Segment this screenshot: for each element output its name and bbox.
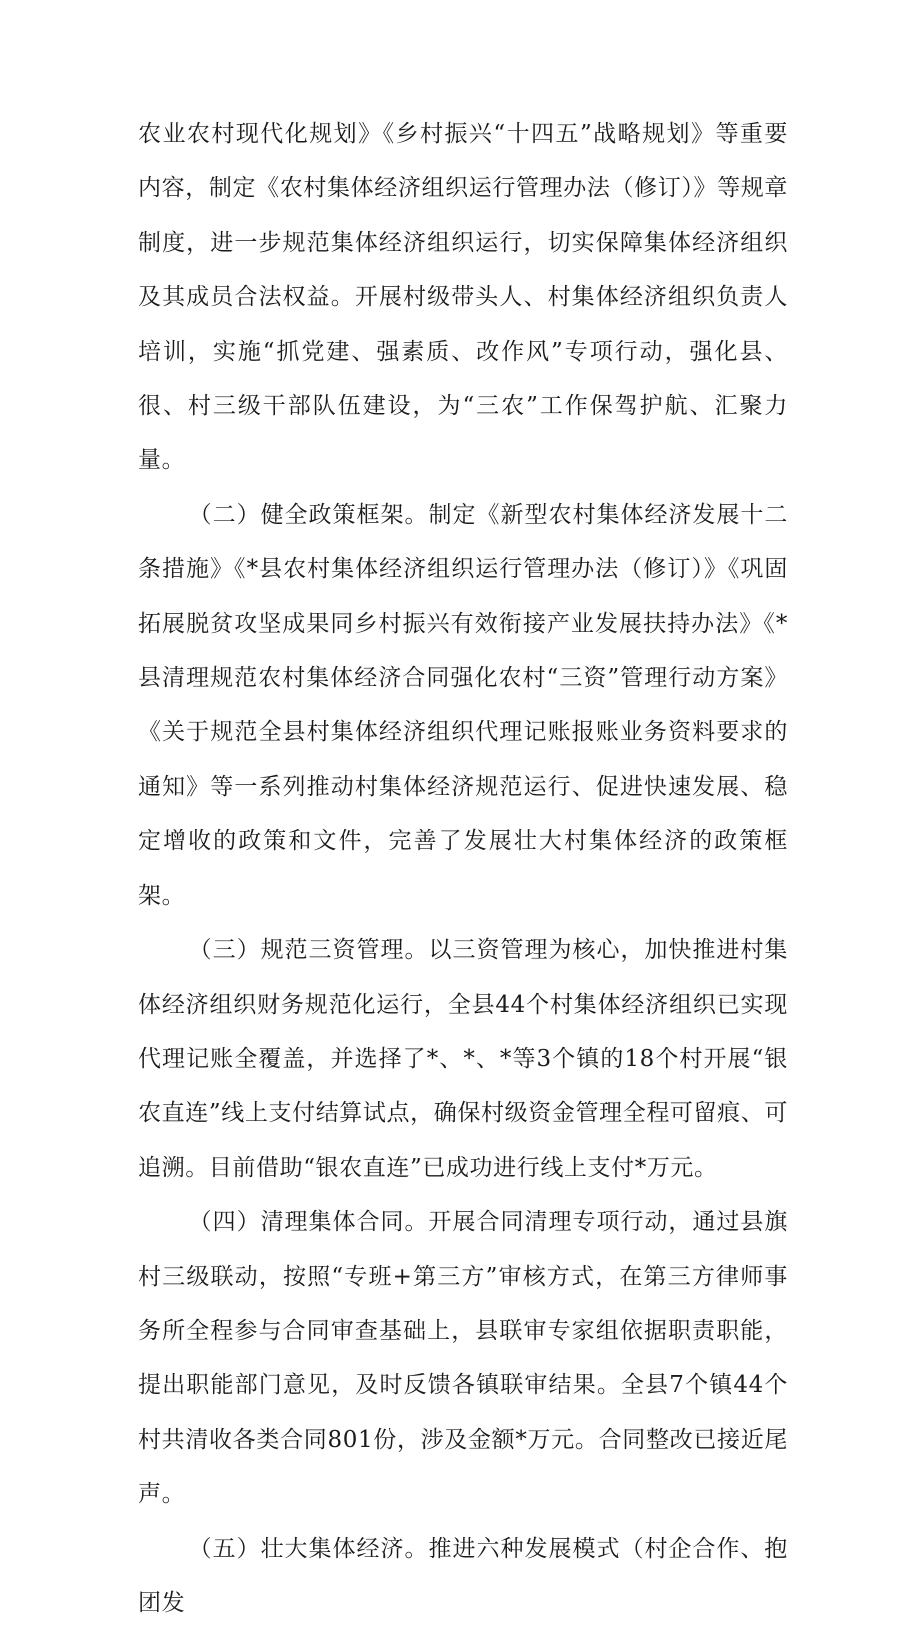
paragraph-collective-economy: （五）壮大集体经济。推进六种发展模式（村企合作、抱团发 [138,1535,788,1616]
document-body [138,107,788,1630]
paragraph-continuation: 农业农村现代化规划》《乡村振兴“十四五”战略规划》等重要内容，制定《农村集体经济组织运行管理办法（修订）》等规章制度，进一步规范集体经济组织运行，切实保障集体经济组织及其成员合法权益。开展村级带头人、村集体经济组织负责人培训，实施“抓党建、强素质、改作风”专项行动，强化县、很、村三级干部队伍建设，为“三农”工作保驾护航、汇聚力量。 [138,121,788,474]
paragraph-policy-framework: （二）健全政策框架。制定《新型农村集体经济发展十二条措施》《*县农村集体经济组织运行管理办法（修订）》《巩固拓展脱贫攻坚成果同乡村振兴有效衔接产业发展扶持办法》《*县清理规范农村集体经济合同强化农村“三资”管理行动方案》《关于规范全县村集体经济组织代理记账报账业务资料要求的通知》等一系列推动村集体经济规范运行、促进快速发展、稳定增收的政策和文件，完善了发展壮大村集体经济的政策框架。 [138,501,788,909]
paragraph-collective-contracts: （四）清理集体合同。开展合同清理专项行动，通过县旗村三级联动，按照“专班+第三方”审核方式，在第三方律师事务所全程参与合同审查基础上，县联审专家组依据职责职能，提出职能部门意见，及时反馈各镇联审结果。全县7个镇44个村共清收各类合同801份，涉及金额*万元。合同整改已接近尾声。 [138,1209,788,1508]
paragraph-three-assets-management: （三）规范三资管理。以三资管理为核心，加快推进村集体经济组织财务规范化运行，全县44个村集体经济组织已实现代理记账全覆盖，并选择了*、*、*等3个镇的18个村开展“银农直连”线上支付结算试点，确保村级资金管理全程可留痕、可追溯。目前借助“银农直连”已成功进行线上支付*万元。 [138,937,788,1181]
